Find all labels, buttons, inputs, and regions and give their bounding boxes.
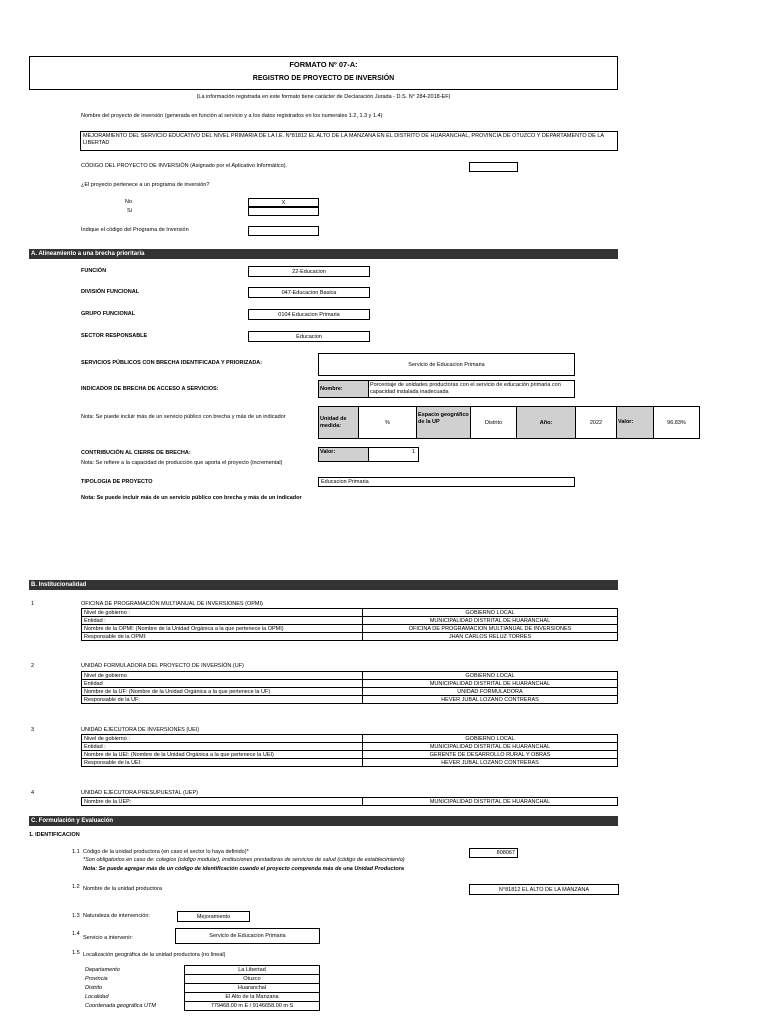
section-a-header: A. Alineamiento a una brecha prioritaria	[29, 249, 618, 259]
block-1-num: 1	[31, 601, 35, 607]
naturaleza-field[interactable]: Mejoramiento	[177, 911, 250, 922]
servicio-field[interactable]: Servicio de Educacion Primaria	[175, 928, 320, 944]
contribucion-label: CONTRIBUCIÓN AL CIERRE DE BRECHA:	[81, 450, 191, 456]
section-a-final-note: Nota: Se puede incluir más de un servicio público con brecha y más de un indicador	[81, 495, 302, 501]
codigo-up-field[interactable]: 808067	[469, 848, 518, 858]
table-row: Nivel de gobierno : GOBIERNO LOCAL	[82, 609, 618, 617]
block-2-num: 2	[31, 663, 35, 669]
table-row: Coordenada geográfica UTM 779468.00 m E / 9146658.00 m S	[83, 1002, 320, 1011]
contribucion-valor-field[interactable]: 1	[368, 447, 419, 462]
project-name-label: Nombre del proyecto de inversión (generada en función al servicio y a los datos registrados en los numerales 1.2, 1.3 y 1.4)	[81, 113, 383, 119]
table-row: Nivel de gobierno GOBIERNO LOCAL	[82, 672, 618, 680]
program-code-label: Indique el código del Programa de Inversión	[81, 227, 189, 233]
project-name-field[interactable]	[80, 131, 618, 151]
table-row: Nombre de la OPMI: (Nombre de la Unidad Orgánica a la que pertenece la OPMI) OFICINA DE PROGRAMACION MULTIANUAL DE INVERSIONES	[82, 625, 618, 633]
unidad-label: Unidad de medida:	[318, 406, 359, 439]
program-code-field[interactable]	[248, 226, 319, 236]
block-1-title: OFICINA DE PROGRAMACIÓN MULTIANUAL DE INVERSIONES (OPMI)	[81, 601, 263, 607]
block-3-title: UNIDAD EJECUTORA DE INVERSIONES (UEI)	[81, 727, 200, 733]
page-title: FORMATO Nº 07-A:	[289, 60, 358, 69]
table-row: Entidad : MUNICIPALIDAD DISTRITAL DE HUARANCHAL	[82, 743, 618, 751]
espacio-label: Espacio geográfico de la UP	[416, 406, 471, 439]
table-row: Responsable de la UEI: HEVER JUBAL LOZANO CONTRERAS	[82, 759, 618, 767]
table-row: Entidad MUNICIPALIDAD DISTRITAL DE HUARANCHAL	[82, 680, 618, 688]
no-check-mark: X	[281, 199, 286, 206]
localizacion-table	[83, 965, 320, 1011]
servicios-field[interactable]: Servicio de Educacion Primaria	[318, 353, 575, 376]
sector-field[interactable]: Educacion	[248, 331, 370, 342]
project-name-value: MEJORAMIENTO DEL SERVICIO EDUCATIVO DEL NIVEL PRIMARIA DE LA I.E. N°81812 EL ALTO DE LA MANZANA EN EL DISTRITO DE HUARANCHAL, PROVINCIA DE OTUZCO Y DEPARTAMENTO DE LA LIBERTAD	[83, 133, 604, 146]
table-row: Nombre de la UF: (Nombre de la Unidad Orgánica a la que pertenece la UF) UNIDAD FORMULADORA	[82, 688, 618, 696]
opmi-table	[81, 608, 618, 641]
si-checkbox[interactable]	[248, 207, 319, 216]
block-4-title: UNIDAD EJECUTORA PRESUPUESTAL (UEP)	[81, 790, 198, 796]
anio-label: Año:	[516, 406, 576, 439]
codigo-up-note-1: *Son obligatorios en caso de: colegios (código modular), instituciones prestadoras de servicios de salud (código de establecimiento)	[83, 857, 405, 863]
naturaleza-label: Naturaleza de intervención:	[83, 913, 150, 919]
table-row: Nivel de gobierno : GOBIERNO LOCAL	[82, 735, 618, 743]
page-subtitle: REGISTRO DE PROYECTO DE INVERSIÓN	[252, 75, 395, 82]
uf-table	[81, 671, 618, 704]
indicador-nombre-field[interactable]: Porcentaje de unidades productoras con el servicio de educación primaria con capacidad instalada inadecuada	[368, 380, 575, 398]
unidad-field[interactable]: %	[358, 406, 417, 439]
localizacion-label: Localización geográfica de la unidad productora (no lineal)	[83, 952, 226, 958]
block-2-title: UNIDAD FORMULADORA DEL PROYECTO DE INVERSIÓN (UF)	[81, 663, 244, 669]
n14: 1.4	[72, 931, 80, 937]
project-code-field[interactable]	[469, 162, 518, 172]
section-b-header: B. Institucionalidad	[29, 580, 618, 590]
declaration-note: (La información registrada en este formato tiene carácter de Declaración Jurada - D.S. N° 284-2018-EF)	[196, 94, 451, 100]
block-3-num: 3	[31, 727, 35, 733]
espacio-field[interactable]: Distrito	[470, 406, 517, 439]
valor-label: Valor:	[616, 406, 654, 439]
no-checkbox[interactable]	[248, 198, 319, 207]
table-row: Entidad : MUNICIPALIDAD DISTRITAL DE HUARANCHAL	[82, 617, 618, 625]
block-4-num: 4	[31, 790, 35, 796]
no-label: No	[125, 199, 133, 205]
servicios-label: SERVICIOS PÚBLICOS CON BRECHA IDENTIFICADA Y PRIORIZADA:	[81, 360, 263, 366]
si-label: Si	[127, 208, 132, 214]
indicador-label: INDICADOR DE BRECHA DE ACCESO A SERVICIOS:	[81, 386, 219, 392]
table-row: Localidad El Alto de la Manzana	[83, 993, 320, 1002]
table-row: Responsable de la OPMI: JHAN CARLOS RELUZ TORRES	[82, 633, 618, 641]
servicio-label: Servicio a intervenir:	[83, 935, 133, 941]
uep-table	[81, 797, 618, 806]
sector-label: SECTOR RESPONSABLE	[81, 333, 148, 339]
table-row: Provincia Otuzco	[83, 975, 320, 984]
table-row: Nombre de la UEP: MUNICIPALIDAD DISTRITAL DE HUARANCHAL	[82, 798, 618, 806]
section-c-header: C. Formulación y Evaluación	[29, 816, 618, 826]
valor-field[interactable]: 96.83%	[653, 406, 700, 439]
codigo-up-note-2: Nota: Se puede agregar más de un código de identificación cuando el proyecto comprenda más de una Unidad Productora	[83, 866, 404, 872]
codigo-up-label: Código de la unidad productora (en caso el sector lo haya definido)*	[83, 849, 249, 855]
tipologia-field[interactable]: Educacion Primaria	[318, 477, 575, 487]
grupo-label: GRUPO FUNCIONAL	[81, 311, 136, 317]
project-code-label: CÓDIGO DEL PROYECTO DE INVERSIÓN (Asignado por el Aplicativo Informático).	[81, 163, 288, 169]
n13: 1.3	[72, 913, 80, 919]
anio-field[interactable]: 2022	[575, 406, 617, 439]
table-row: Nombre de la UEI: (Nombre de la Unidad Orgánica a la que pertenece la UEI) GERENTE DE DESARROLLO RURAL Y OBRAS	[82, 751, 618, 759]
division-field[interactable]: 047-Educacion Basica	[248, 287, 370, 298]
table-row: Distrito Huaranchal	[83, 984, 320, 993]
contribucion-valor-label: Valor:	[318, 447, 369, 462]
nombre-up-label: Nombre de la unidad productora	[83, 886, 162, 892]
table-row: Responsable de la UF: HEVER JUBAL LOZANO CONTRERAS	[82, 696, 618, 704]
grupo-field[interactable]: 0104 Educacion Primaria	[248, 309, 370, 320]
identificacion-title: 1. IDENTIFICACION	[29, 832, 80, 838]
n12: 1.2	[72, 884, 80, 890]
funcion-label: FUNCIÓN	[81, 268, 107, 274]
nombre-up-field[interactable]: N°81812 EL ALTO DE LA MANZANA	[469, 884, 619, 895]
contribucion-note: Nota: Se refiere a la capacidad de producción que aporta el proyecto (incremental)	[81, 460, 283, 466]
tipologia-label: TIPOLOGIA DE PROYECTO	[81, 479, 153, 485]
indicador-nombre-label: Nombre:	[318, 380, 369, 398]
n15: 1.5	[72, 950, 80, 956]
program-question: ¿El proyecto pertenece a un programa de inversión?	[81, 182, 210, 188]
n11: 1.1	[72, 849, 80, 855]
uei-table	[81, 734, 618, 767]
division-label: DIVISIÓN FUNCIONAL	[81, 289, 140, 295]
funcion-field[interactable]: 22-Educacion	[248, 266, 370, 277]
indicador-note: Nota: Se puede incluir más de un servicio público con brecha y más de un indicador	[81, 414, 286, 420]
table-row: Departamento La Libertad	[83, 966, 320, 975]
